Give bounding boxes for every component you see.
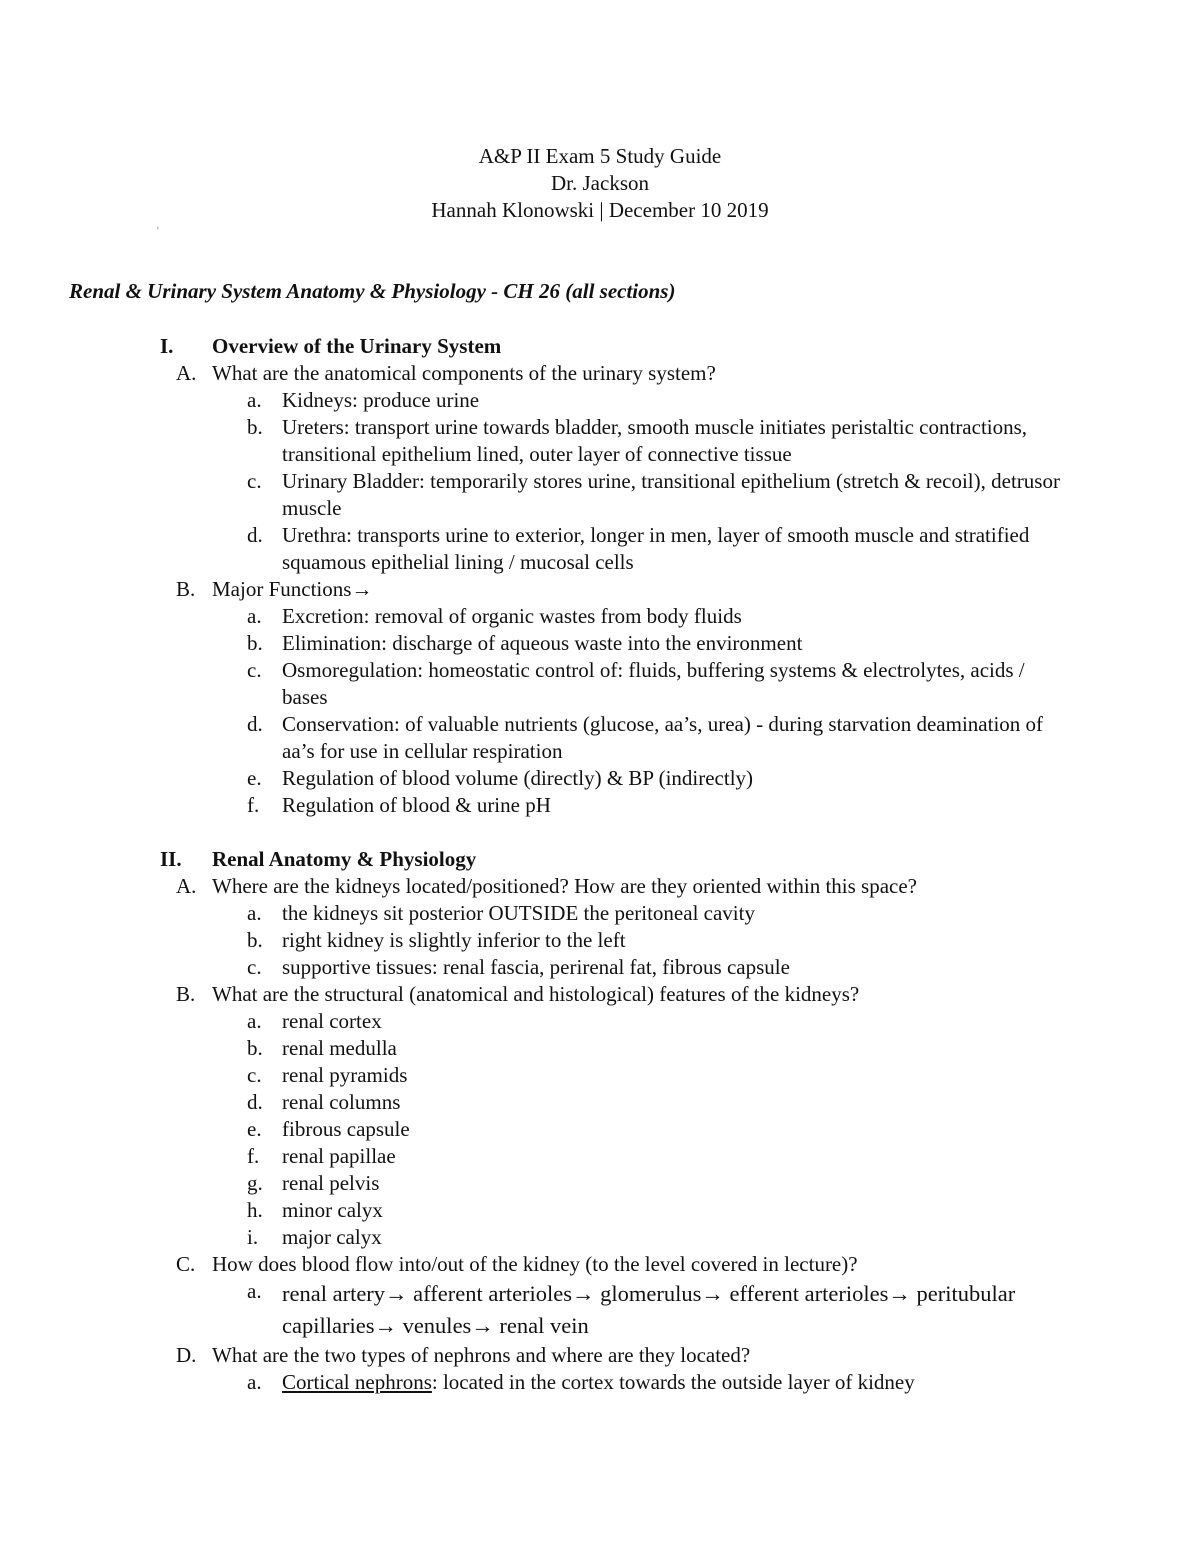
item-text: What are the anatomical components of the urinary system?: [212, 361, 716, 385]
item-text: Elimination: discharge of aqueous waste into the environment: [282, 631, 803, 655]
item-text: fibrous capsule: [282, 1117, 410, 1141]
item-label: a.: [247, 1279, 262, 1303]
item-label: f.: [247, 793, 260, 817]
item-text: Excretion: removal of organic wastes from body fluids: [282, 604, 742, 628]
item-text: right kidney is slightly inferior to the left: [282, 928, 626, 952]
outline-heading-1: [0, 333, 1200, 360]
item-text: major calyx: [282, 1225, 382, 1249]
item-label: D.: [176, 1343, 197, 1367]
list-item: [0, 711, 1200, 765]
question-2d: [0, 1342, 1200, 1369]
list-item: [0, 1197, 1200, 1224]
item-text: Urinary Bladder: temporarily stores urine, transitional epithelium (stretch & recoil), detrusor muscle: [282, 469, 1060, 520]
item-label: i.: [247, 1225, 259, 1249]
item-text: supportive tissues: renal fascia, perirenal fat, fibrous capsule: [282, 955, 790, 979]
item-label: A.: [176, 361, 197, 385]
list-item: [0, 630, 1200, 657]
item-text: Kidneys: produce urine: [282, 388, 480, 412]
item-label: b.: [247, 1036, 263, 1060]
spacer: [0, 819, 1200, 846]
item-text: renal medulla: [282, 1036, 397, 1060]
list-item: [0, 468, 1200, 522]
item-text: renal cortex: [282, 1009, 382, 1033]
item-text: What are the two types of nephrons and where are they located?: [212, 1343, 751, 1367]
list-item: [0, 1369, 1200, 1396]
question-2a: [0, 873, 1200, 900]
list-item: [0, 414, 1200, 468]
instructor-name: Dr. Jackson: [551, 171, 649, 195]
item-label: b.: [247, 928, 263, 952]
underlined-term: Cortical nephrons: [282, 1370, 432, 1394]
document-header: [0, 143, 1200, 224]
question-1b: [0, 576, 1200, 603]
list-item: [0, 657, 1200, 711]
heading-text: Renal Anatomy & Physiology: [212, 847, 477, 871]
item-label: a.: [247, 1009, 262, 1033]
list-item: [0, 1035, 1200, 1062]
item-label: d.: [247, 1090, 263, 1114]
item-label: a.: [247, 388, 262, 412]
roman-numeral: I.: [160, 334, 174, 358]
stray-tick-mark: ': [157, 226, 159, 237]
item-text: renal papillae: [282, 1144, 396, 1168]
list-item: [0, 603, 1200, 630]
item-text: Osmoregulation: homeostatic control of: fluids, buffering systems & electrolytes, acids / bases: [282, 658, 1025, 709]
item-text: Major Functions→: [212, 577, 373, 601]
section-title: Renal & Urinary System Anatomy & Physiology - CH 26 (all sections): [69, 279, 676, 303]
list-item: [0, 387, 1200, 414]
list-item: [0, 1143, 1200, 1170]
heading-text: Overview of the Urinary System: [212, 334, 502, 358]
item-text: Regulation of blood & urine pH: [282, 793, 551, 817]
item-label: c.: [247, 658, 262, 682]
question-2b: [0, 981, 1200, 1008]
list-item: [0, 1170, 1200, 1197]
item-label: h.: [247, 1198, 263, 1222]
item-label: d.: [247, 712, 263, 736]
item-text: How does blood flow into/out of the kidney (to the level covered in lecture)?: [212, 1252, 858, 1276]
item-text: Regulation of blood volume (directly) & BP (indirectly): [282, 766, 754, 790]
list-item: [0, 792, 1200, 819]
item-label: b.: [247, 415, 263, 439]
outline: [0, 333, 1200, 1396]
list-item: [0, 1062, 1200, 1089]
list-item: [0, 1089, 1200, 1116]
question-1a: [0, 360, 1200, 387]
item-label: g.: [247, 1171, 263, 1195]
item-label: f.: [247, 1144, 260, 1168]
item-text: Urethra: transports urine to exterior, longer in men, layer of smooth muscle and stratified squamous epithelial lining / mucosal cells: [282, 523, 1030, 574]
question-2c: [0, 1251, 1200, 1278]
list-item: [0, 900, 1200, 927]
list-item: [0, 765, 1200, 792]
roman-numeral: II.: [160, 847, 182, 871]
item-label: a.: [247, 1370, 262, 1394]
item-label: c.: [247, 469, 262, 493]
item-text: minor calyx: [282, 1198, 383, 1222]
author-date: Hannah Klonowski | December 10 2019: [431, 198, 769, 222]
item-text-rest: : located in the cortex towards the outside layer of kidney: [431, 1370, 915, 1394]
list-item: [0, 1224, 1200, 1251]
list-item: [0, 1116, 1200, 1143]
list-item: [0, 522, 1200, 576]
item-label: e.: [247, 766, 262, 790]
item-text: the kidneys sit posterior OUTSIDE the peritoneal cavity: [282, 901, 755, 925]
item-text: renal pelvis: [282, 1171, 380, 1195]
item-text: Where are the kidneys located/positioned? How are they oriented within this space?: [212, 874, 917, 898]
item-text: renal columns: [282, 1090, 401, 1114]
document-title: A&P II Exam 5 Study Guide: [478, 144, 722, 168]
item-text: Conservation: of valuable nutrients (glucose, aa’s, urea) - during starvation deamination of aa’s for use in cellular respiration: [282, 712, 1044, 763]
item-label: C.: [176, 1252, 196, 1276]
item-label: B.: [176, 982, 196, 1006]
item-text: renal pyramids: [282, 1063, 408, 1087]
blood-flow-item: [0, 1278, 1200, 1342]
item-label: e.: [247, 1117, 262, 1141]
item-label: b.: [247, 631, 263, 655]
outline-heading-2: [0, 846, 1200, 873]
list-item: [0, 954, 1200, 981]
item-label: d.: [247, 523, 263, 547]
list-item: [0, 927, 1200, 954]
item-text: renal artery→ afferent arterioles→ glomerulus→ efferent arterioles→ peritubular capillaries→ venules→ renal vein: [282, 1281, 1016, 1338]
list-item: [0, 1008, 1200, 1035]
item-label: a.: [247, 604, 262, 628]
item-label: c.: [247, 1063, 262, 1087]
item-text: [282, 1369, 1072, 1396]
item-label: c.: [247, 955, 262, 979]
item-label: B.: [176, 577, 196, 601]
item-label: A.: [176, 874, 197, 898]
item-label: a.: [247, 901, 262, 925]
item-text: Ureters: transport urine towards bladder, smooth muscle initiates peristaltic contractions, transitional epithelium lined, outer layer of connective tissue: [282, 415, 1028, 466]
item-text: What are the structural (anatomical and histological) features of the kidneys?: [212, 982, 860, 1006]
